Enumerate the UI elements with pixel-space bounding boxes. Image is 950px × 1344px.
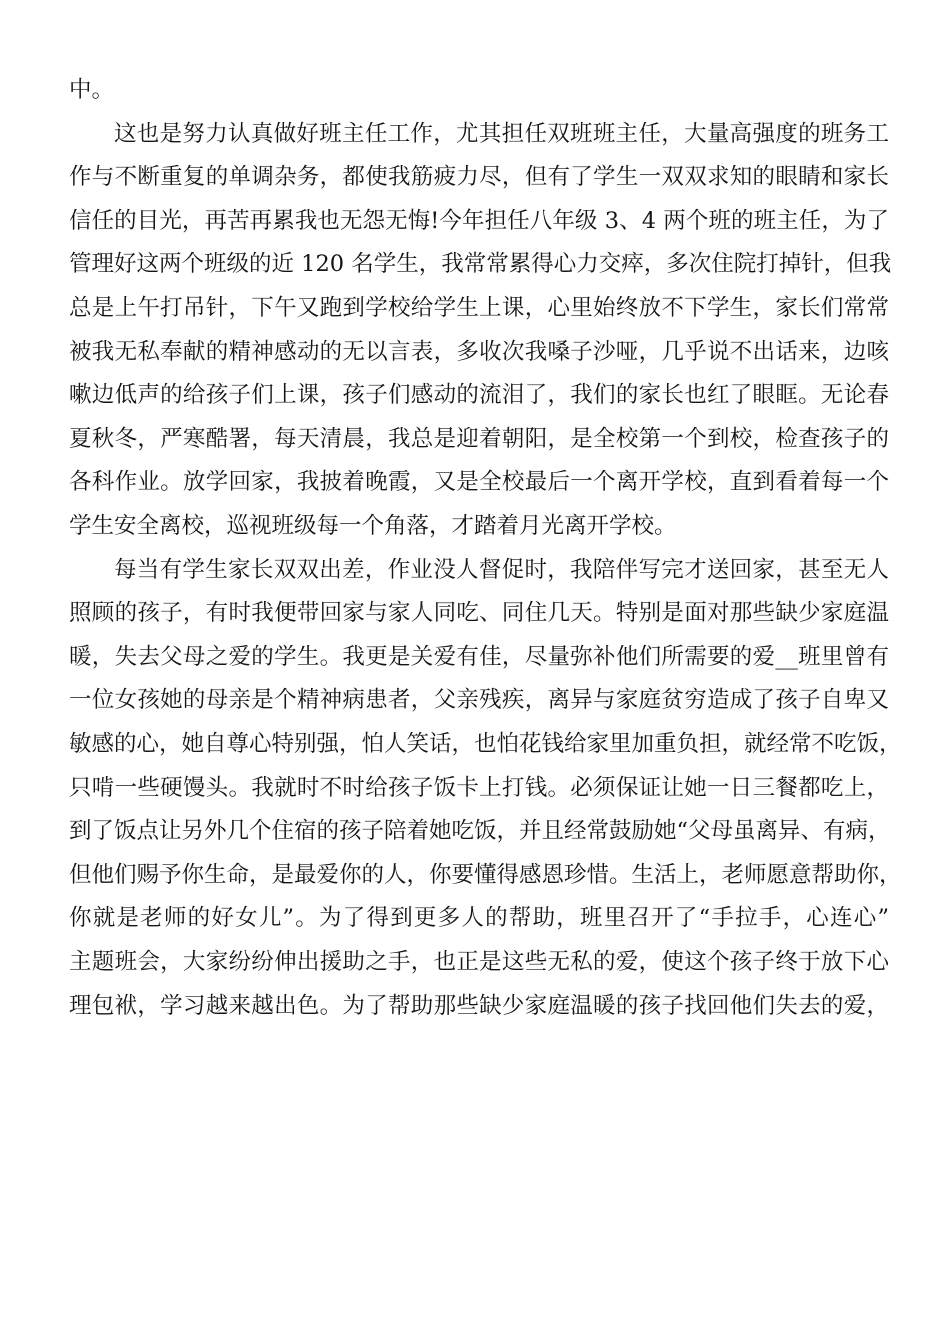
text-line: 被我无私奉献的精神感动的无以言表，多收次我嗓子沙哑，几乎说不出话来，边咳 <box>69 338 889 365</box>
text-line: 这也是努力认真做好班主任工作，尤其担任双班班主任，大量高强度的班务工 <box>114 120 889 147</box>
text-line: 到了饭点让另外几个住宿的孩子陪着她吃饭，并且经常鼓励她“父母虽离异、有病， <box>69 818 891 845</box>
text-line: 信任的目光，再苦再累我也无怨无悔!今年担任八年级 3、4 两个班的班主任，为了 <box>69 207 889 234</box>
text-line: 一位女孩她的母亲是个精神病患者，父亲残疾，离异与家庭贫穷造成了孩子自卑又 <box>69 687 889 714</box>
text-line: 嗽边低声的给孩子们上课，孩子们感动的流泪了，我们的家长也红了眼眶。无论春 <box>69 382 889 409</box>
text-line: 总是上午打吊针，下午又跑到学校给学生上课，心里始终放不下学生，家长们常常 <box>69 295 889 321</box>
text-line: 你就是老师的好女儿”。为了得到更多人的帮助，班里召开了“手拉手，心连心” <box>69 905 889 932</box>
text-line: 各科作业。放学回家，我披着晚霞，又是全校最后一个离开学校，直到看着每一个 <box>69 469 889 496</box>
text-line: 每当有学生家长双双出差，作业没人督促时，我陪伴写完才送回家，甚至无人 <box>114 556 889 583</box>
text-line: 管理好这两个班级的近 120 名学生，我常常累得心力交瘁，多次住院打掉针，但我 <box>69 251 892 278</box>
text-line: 主题班会，大家纷纷伸出援助之手，也正是这些无私的爱，使这个孩子终于放下心 <box>69 949 889 975</box>
text-line: 暖，失去父母之爱的学生。我更是关爱有佳，尽量弥补他们所需要的爱__班里曾有 <box>69 643 889 670</box>
text-line: 学生安全离校，巡视班级每一个角落，才踏着月光离开学校。 <box>69 513 677 539</box>
text-line: 中。 <box>69 77 115 103</box>
text-line: 但他们赐予你生命，是最爱你的人，你要懂得感恩珍惜。生活上，老师愿意帮助你， <box>69 861 902 888</box>
text-line: 敏感的心，她自尊心特别强，怕人笑话，也怕花钱给家里加重负担，就经常不吃饭， <box>69 731 902 757</box>
text-line: 只啃一些硬馒头。我就时不时给孩子饭卡上打钱。必须保证让她一日三餐都吃上， <box>69 774 889 801</box>
text-line: 作与不断重复的单调杂务，都使我筋疲力尽，但有了学生一双双求知的眼睛和家长 <box>69 164 889 191</box>
text-line: 理包袱，学习越来越出色。为了帮助那些缺少家庭温暖的孩子找回他们失去的爱， <box>69 992 889 1019</box>
text-line: 夏秋冬，严寒酷署，每天清晨，我总是迎着朝阳，是全校第一个到校，检查孩子的 <box>69 425 889 452</box>
text-line: 照顾的孩子，有时我便带回家与家人同吃、同住几天。特别是面对那些缺少家庭温 <box>69 600 889 627</box>
